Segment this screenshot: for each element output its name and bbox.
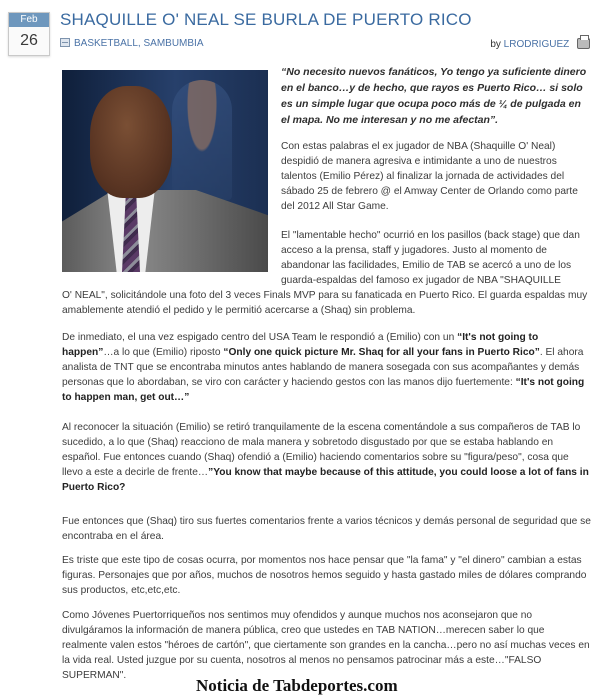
p4-text: Al reconocer la situación (Emilio) se retiró tranquilamente de la escena comentándole a sus compañeros de TAB lo sucedido, a lo que (Shaq) reacciono de mala manera y sobretodo disgustado por que se estaba hablando en español. Fue entonces cuando (Shaq) ofendió a (Emilio) haciendo comentarios sobre su "figura/peso", cosa que llevo a este a decirle de frente… <box>62 422 581 478</box>
p3-text-a: De inmediato, el una vez espigado centro del USA Team le respondió a (Emilio) con un <box>62 332 458 343</box>
photo-head <box>90 86 172 198</box>
article-paragraph-7: Como Jóvenes Puertorriqueños nos sentimos muy ofendidos y aunque muchos nos aconsejaron que no divulgáramos la información de manera pública, creo que ustedes en TAB NATION…merecen saber lo que realmente valen estos "héroes de cartón", que ciertamente son grandes en la cancha…pero no así muchas veces en la vida real. Usted juzgue por su cuenta, nosotros al menos no pensamos patrocinar más a este…"FALSO SUPERMAN". <box>62 610 590 681</box>
article-lead-quote: “No necesito nuevos fanáticos, Yo tengo ya suficiente dinero en el banco…y de hecho, que rayos es Puerto Rico… si solo es un simple lugar que ocupa poco más de ¼ de pulgada en el mapa. No me interesan y no me afectan”. <box>281 66 587 126</box>
article-paragraph-5: Fue entonces que (Shaq) tiro sus fuertes comentarios frente a varios técnicos y demás personal de seguridad que se encontraba en el área. <box>62 516 591 542</box>
p3-quote-1: “It's not going to happen” <box>62 332 539 358</box>
p3-quote-3: “It's not going to happen man, get out…” <box>62 377 585 403</box>
category-icon <box>60 38 70 47</box>
article-paragraph-2b: O' NEAL", solicitándole una foto del 3 veces Finals MVP para su fanaticada en Puerto Rico. El guarda espaldas muy amablemente atendió el pedido y le permitió acercarse a (Shaq) sin problema. <box>62 290 588 316</box>
article-paragraph-4 <box>62 420 592 495</box>
p4-quote: ”You know that maybe because of this attitude, you could loose a lot of fans in Puerto Rico? <box>62 467 589 493</box>
date-day: 26 <box>20 32 38 49</box>
date-badge <box>8 12 50 56</box>
post-title[interactable]: SHAQUILLE O' NEAL SE BURLA DE PUERTO RICO <box>60 10 472 29</box>
post-meta <box>60 38 590 54</box>
print-icon[interactable] <box>577 38 590 49</box>
source-credit: Noticia de Tabdeportes.com <box>196 676 398 695</box>
article-paragraph-2a: El "lamentable hecho" ocurrió en los pasillos (back stage) que dan acceso a la prensa, staff y jugadores. Justo al momento de abandonar las facilidades, Emilio de TAB se acercó a uno de los guarda-espaldas del famoso ex jugador de NBA "SHAQUILLE <box>281 230 580 286</box>
author-link[interactable]: LRODRIGUEZ <box>503 39 570 50</box>
post-categories[interactable]: BASKETBALL, SAMBUMBIA <box>74 38 204 49</box>
article-paragraph-1: Con estas palabras el ex jugador de NBA (Shaquille O' Neal) despidió de manera agresiva e intimidante a uno de nuestros talentos (Emilio Pérez) al finalizar la jornada de actividades del sábado 25 de febrero @ el Amway Center de Orlando como parte del 2012 All Star Game. <box>281 141 578 212</box>
byline <box>490 38 590 50</box>
p3-quote-2: “Only one quick picture Mr. Shaq for all your fans in Puerto Rico” <box>223 347 540 358</box>
p3-text-b: …a lo que (Emilio) riposto <box>103 347 224 358</box>
photo-background-person <box>172 80 232 200</box>
p3-text-c: . El ahora analista de TNT que se encontraba minutos antes hablando de manera sosegada con sus acompañantes y demás personas que lo abordaban, se viro con carácter y haciendo gestos con las manos dijo fuertemente: <box>62 347 584 388</box>
article-paragraph-6: Es triste que este tipo de cosas ocurra, por momentos nos hace pensar que "la fama" y "el dinero" cambian a estas figuras. Personajes que por años, muchos de nosotros hemos seguido y hasta gastado miles de dólares comprando sus productos, etc,etc,etc. <box>62 555 587 596</box>
by-label: by <box>490 39 501 50</box>
photo-suit <box>62 190 268 272</box>
article-paragraph-3 <box>62 330 592 405</box>
article-photo <box>62 70 268 272</box>
date-month: Feb <box>9 13 49 27</box>
